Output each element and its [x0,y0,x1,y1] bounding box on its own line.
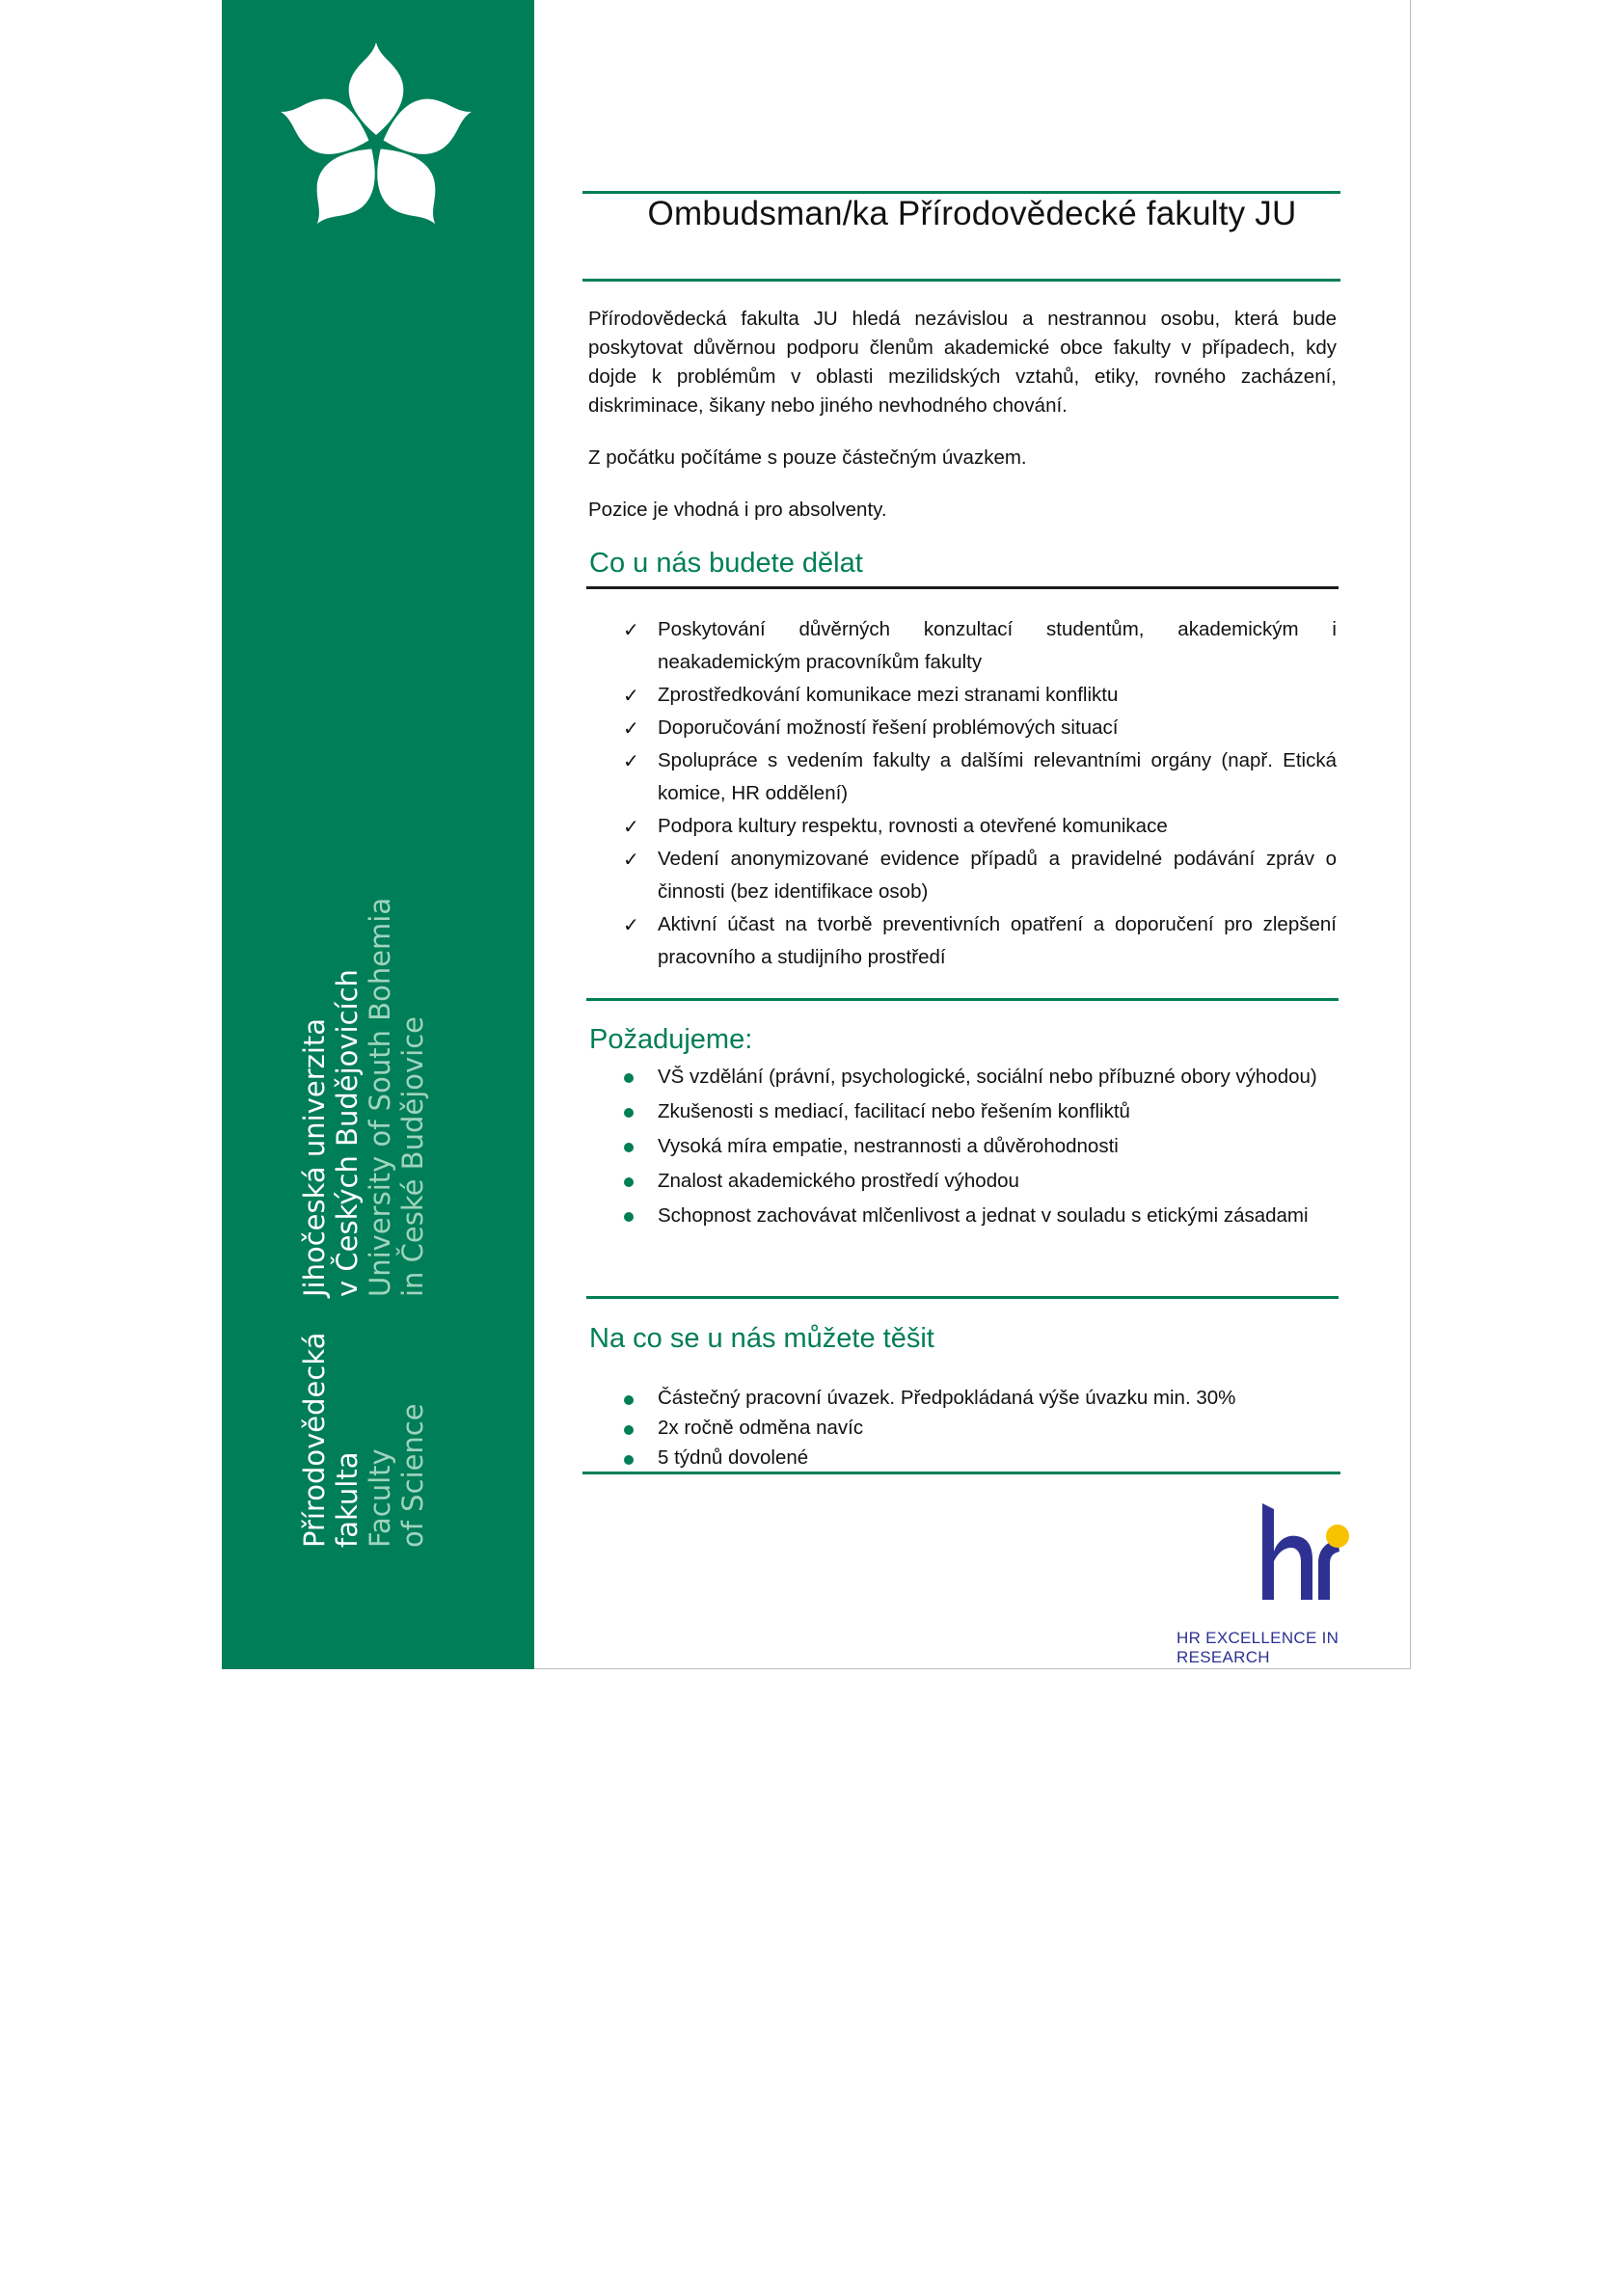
list-item: 5 týdnů dovolené [588,1443,1337,1472]
benefits-bottom-rule [582,1472,1340,1474]
checkmark-icon: ✓ [623,749,639,772]
list-item: ✓ Zprostředkování komunikace mezi stranami konfliktu [588,679,1337,712]
requirements-heading: Požadujeme: [589,1024,753,1055]
bullet-icon [624,1108,634,1118]
graduates-note: Pozice je vhodná i pro absolventy. [588,499,887,521]
university-name-cz-line1: Jihočeská univerzita [298,1017,331,1297]
checkmark-icon: ✓ [623,684,639,707]
list-item: ✓ Spolupráce s vedením fakulty a dalšími relevantními orgány (např. Etická komice, HR oddělení) [588,744,1337,810]
intro-paragraph: Přírodovědecká fakulta JU hledá nezávislou a nestrannou osobu, která bude poskytovat důvěrnou podporu členům akademické obce fakulty v případech, kdy dojde k problémům v oblasti mezilidských vztahů, etiky, rovného zacházení, diskriminace, šikany nebo jiného nevhodného chování. [588,308,1337,417]
bullet-icon [624,1455,634,1465]
list-item: Částečný pracovní úvazek. Předpokládaná výše úvazku min. 30% [588,1383,1337,1413]
poster-sheet [222,0,1411,1669]
list-item: Znalost akademického prostředí výhodou [588,1165,1337,1198]
list-item: ✓ Vedení anonymizované evidence případů a pravidelné podávání zpráv o činnosti (bez identifikace osob) [588,843,1337,908]
checkmark-icon: ✓ [623,716,639,740]
bullet-icon [624,1395,634,1405]
checkmark-icon: ✓ [623,848,639,871]
list-item: Vysoká míra empatie, nestrannosti a důvěrohodnosti [588,1130,1337,1163]
bullet-icon [624,1177,634,1187]
duties-bottom-rule [586,998,1339,1001]
title-bottom-rule [582,279,1340,282]
faculty-name-cz-line2: fakulta [331,1451,364,1548]
list-item: 2x ročně odměna navíc [588,1413,1337,1443]
bullet-icon [624,1212,634,1222]
benefits-heading: Na co se u nás můžete těšit [589,1323,934,1354]
intro-block [588,305,1337,525]
list-item: ✓ Aktivní účast na tvorbě preventivních opatření a doporučení pro zlepšení pracovního a studijního prostředí [588,908,1337,974]
list-item: Schopnost zachovávat mlčenlivost a jednat v souladu s etickými zásadami [588,1200,1337,1232]
list-item: VŠ vzdělání (právní, psychologické, sociální nebo příbuzné obory výhodou) [588,1061,1337,1094]
hr-excellence-logo-icon [1249,1499,1355,1606]
university-name-en-line2: in České Budějovice [396,1015,429,1297]
checkmark-icon: ✓ [623,618,639,641]
benefits-list [588,1383,1337,1472]
list-item: ✓ Poskytování důvěrných konzultací studentům, akademickým i neakademickým pracovníkům fakulty [588,613,1337,679]
bullet-icon [624,1073,634,1083]
list-item: ✓ Doporučování možností řešení problémových situací [588,712,1337,744]
requirements-list [588,1061,1337,1234]
title-top-rule [582,191,1340,194]
hr-excellence-caption: HR EXCELLENCE IN RESEARCH [1177,1629,1339,1666]
duties-heading-rule [586,586,1339,589]
university-name-en-line1: University of South Bohemia [364,897,396,1297]
page-title: Ombudsman/ka Přírodovědecké fakulty JU [647,195,1297,232]
duties-heading: Co u nás budete dělat [589,548,863,579]
university-flower-logo-icon [270,39,482,241]
requirements-bottom-rule [586,1296,1339,1299]
university-name-cz-line2: v Českých Budějovicích [331,969,364,1297]
checkmark-icon: ✓ [623,913,639,936]
part-time-note: Z počátku počítáme s pouze částečným úvazkem. [588,446,1027,469]
faculty-name-en-line1: Faculty [364,1448,396,1548]
faculty-name-en-line2: of Science [396,1403,429,1548]
list-item: ✓ Podpora kultury respektu, rovnosti a otevřené komunikace [588,810,1337,843]
checkmark-icon: ✓ [623,815,639,838]
faculty-name-cz-line1: Přírodovědecká [298,1332,331,1548]
green-sidebar [222,0,534,1669]
bullet-icon [624,1425,634,1435]
duties-list [588,613,1337,974]
list-item: Zkušenosti s mediací, facilitací nebo řešením konfliktů [588,1095,1337,1128]
bullet-icon [624,1143,634,1152]
